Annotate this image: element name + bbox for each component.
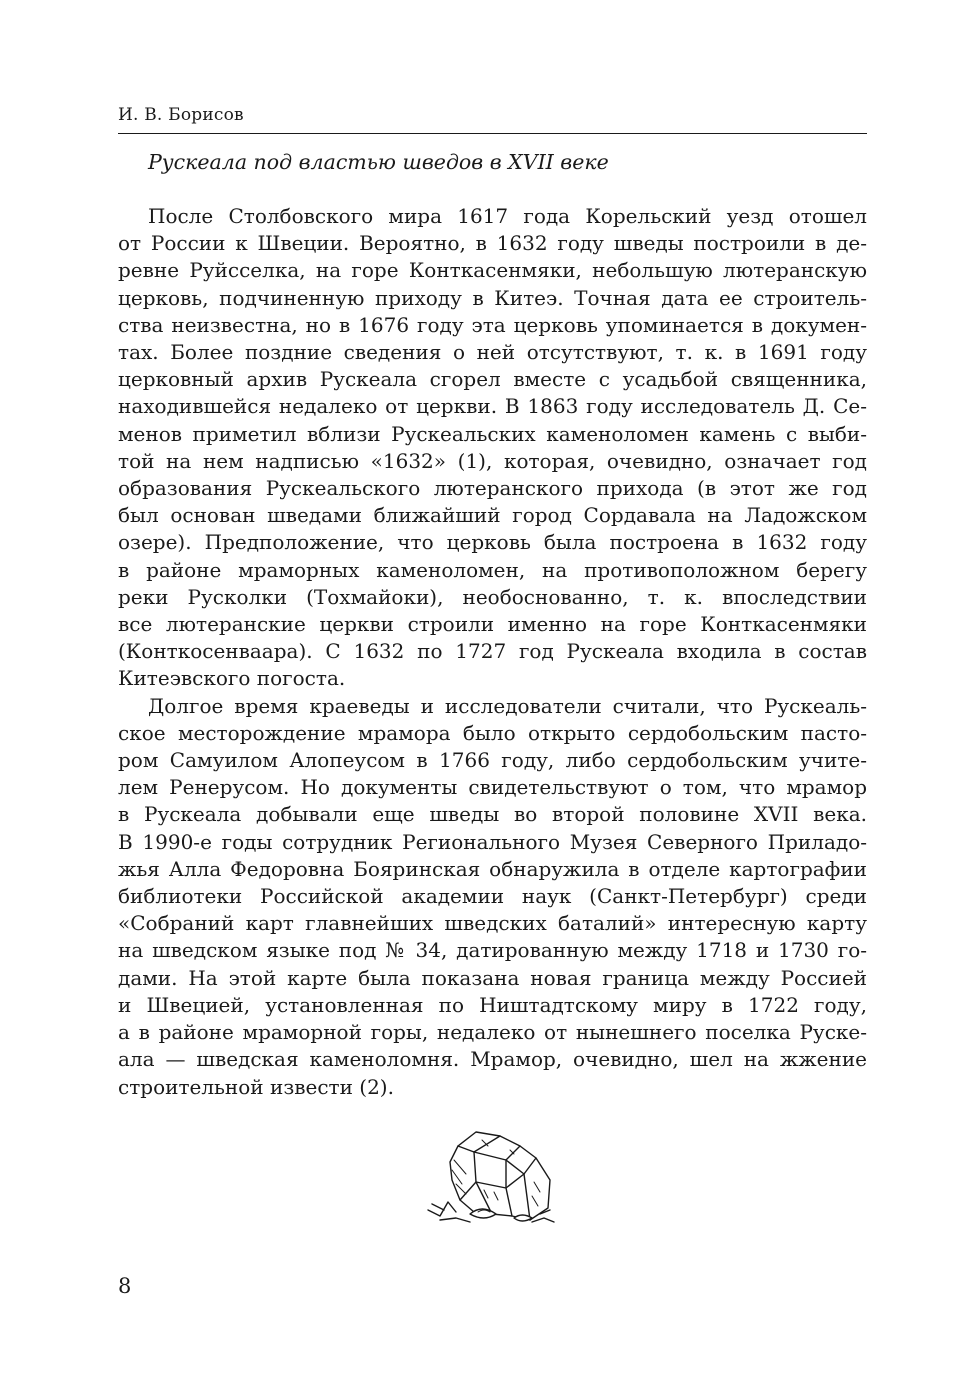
text-line: находившейся недалеко от церкви. В 1863 году исследователь Д. Се- bbox=[118, 394, 867, 419]
text-line: менов приметил вблизи Рускеальских каменоломен камень с выби- bbox=[118, 421, 867, 446]
text-line: все лютеранские церкви строили именно на горе Конткасенмяки bbox=[118, 612, 867, 637]
text-line: строительной извести (2). bbox=[118, 1074, 394, 1099]
text-line: той на нем надписью «1632» (1), которая, очевидно, означает год bbox=[118, 448, 867, 473]
text-line: жья Алла Федоровна Бояринская обнаружила в отделе картографии bbox=[118, 856, 867, 881]
text-line: (Конткосенваара). С 1632 по 1727 год Рускеала входила в состав bbox=[118, 639, 867, 664]
text-line: а в районе мраморной горы, недалеко от нынешнего поселка Руске- bbox=[118, 1020, 867, 1045]
text-line: Китеэвского погоста. bbox=[118, 666, 346, 691]
text-line: «Собраний карт главнейших шведских баталий» интересную карту bbox=[118, 911, 867, 936]
text-line: дами. На этой карте была показана новая граница между Россией bbox=[118, 965, 867, 990]
text-line: ства неизвестна, но в 1676 году эта церковь упоминается в докумен- bbox=[118, 312, 867, 337]
text-line: ала — шведская каменоломня. Мрамор, очевидно, шел на жжение bbox=[118, 1047, 867, 1072]
text-line: ревне Руйсселка, на горе Конткасенмяки, небольшую лютеранскую bbox=[118, 258, 867, 283]
text-line: лем Ренерусом. Но документы свидетельствуют о том, что мрамор bbox=[118, 775, 867, 800]
text-line: После Столбовского мира 1617 года Корельский уезд отошел bbox=[148, 204, 867, 228]
text-line: В 1990-е годы сотрудник Регионального Музея Северного Приладо- bbox=[118, 829, 867, 854]
body-text bbox=[118, 203, 867, 1101]
text-line: Долгое время краеведы и исследователи считали, что Рускеаль- bbox=[148, 693, 867, 718]
running-head-author: И. В. Борисов bbox=[118, 105, 244, 125]
text-line: тах. Более поздние сведения о ней отсутствуют, т. к. в 1691 году bbox=[118, 340, 867, 365]
page-number: 8 bbox=[118, 1274, 132, 1298]
header-rule bbox=[118, 133, 867, 134]
text-line: был основан шведами ближайший город Сордавала на Ладожском bbox=[118, 503, 867, 528]
text-line: реки Русколки (Тохмайоки), необоснованно, т. к. впоследствии bbox=[118, 584, 867, 609]
section-title: Рускеала под властью шведов в XVII веке bbox=[148, 150, 609, 174]
text-line: библиотеки Российской академии наук (Санкт-Петербург) среди bbox=[118, 884, 867, 909]
text-line: ское месторождение мрамора было открыто сердобольским пасто- bbox=[118, 720, 867, 745]
text-line: и Швецией, установленная по Ништадтскому миру в 1722 году, bbox=[118, 992, 867, 1017]
paragraph bbox=[118, 693, 867, 1101]
text-line: в Рускеала добывали еще шведы во второй половине XVII века. bbox=[118, 802, 867, 827]
text-line: ром Самуилом Алопеусом в 1766 году, либо сердобольским учите- bbox=[118, 748, 867, 773]
stone-ornament-icon bbox=[426, 1130, 556, 1230]
paragraph bbox=[118, 203, 867, 693]
text-line: озере). Предположение, что церковь была построена в 1632 году bbox=[118, 530, 867, 555]
text-line: в районе мраморных каменоломен, на противоположном берегу bbox=[118, 557, 867, 582]
text-line: на шведском языке под № 34, датированную между 1718 и 1730 го- bbox=[118, 938, 867, 963]
text-line: от России к Швеции. Вероятно, в 1632 году шведы построили в де- bbox=[118, 231, 867, 256]
text-line: церковный архив Рускеала сгорел вместе с усадьбой священника, bbox=[118, 367, 867, 392]
text-line: церковь, подчиненную приходу в Китеэ. Точная дата ее строитель- bbox=[118, 285, 867, 310]
text-line: образования Рускеальского лютеранского прихода (в этот же год bbox=[118, 476, 867, 501]
